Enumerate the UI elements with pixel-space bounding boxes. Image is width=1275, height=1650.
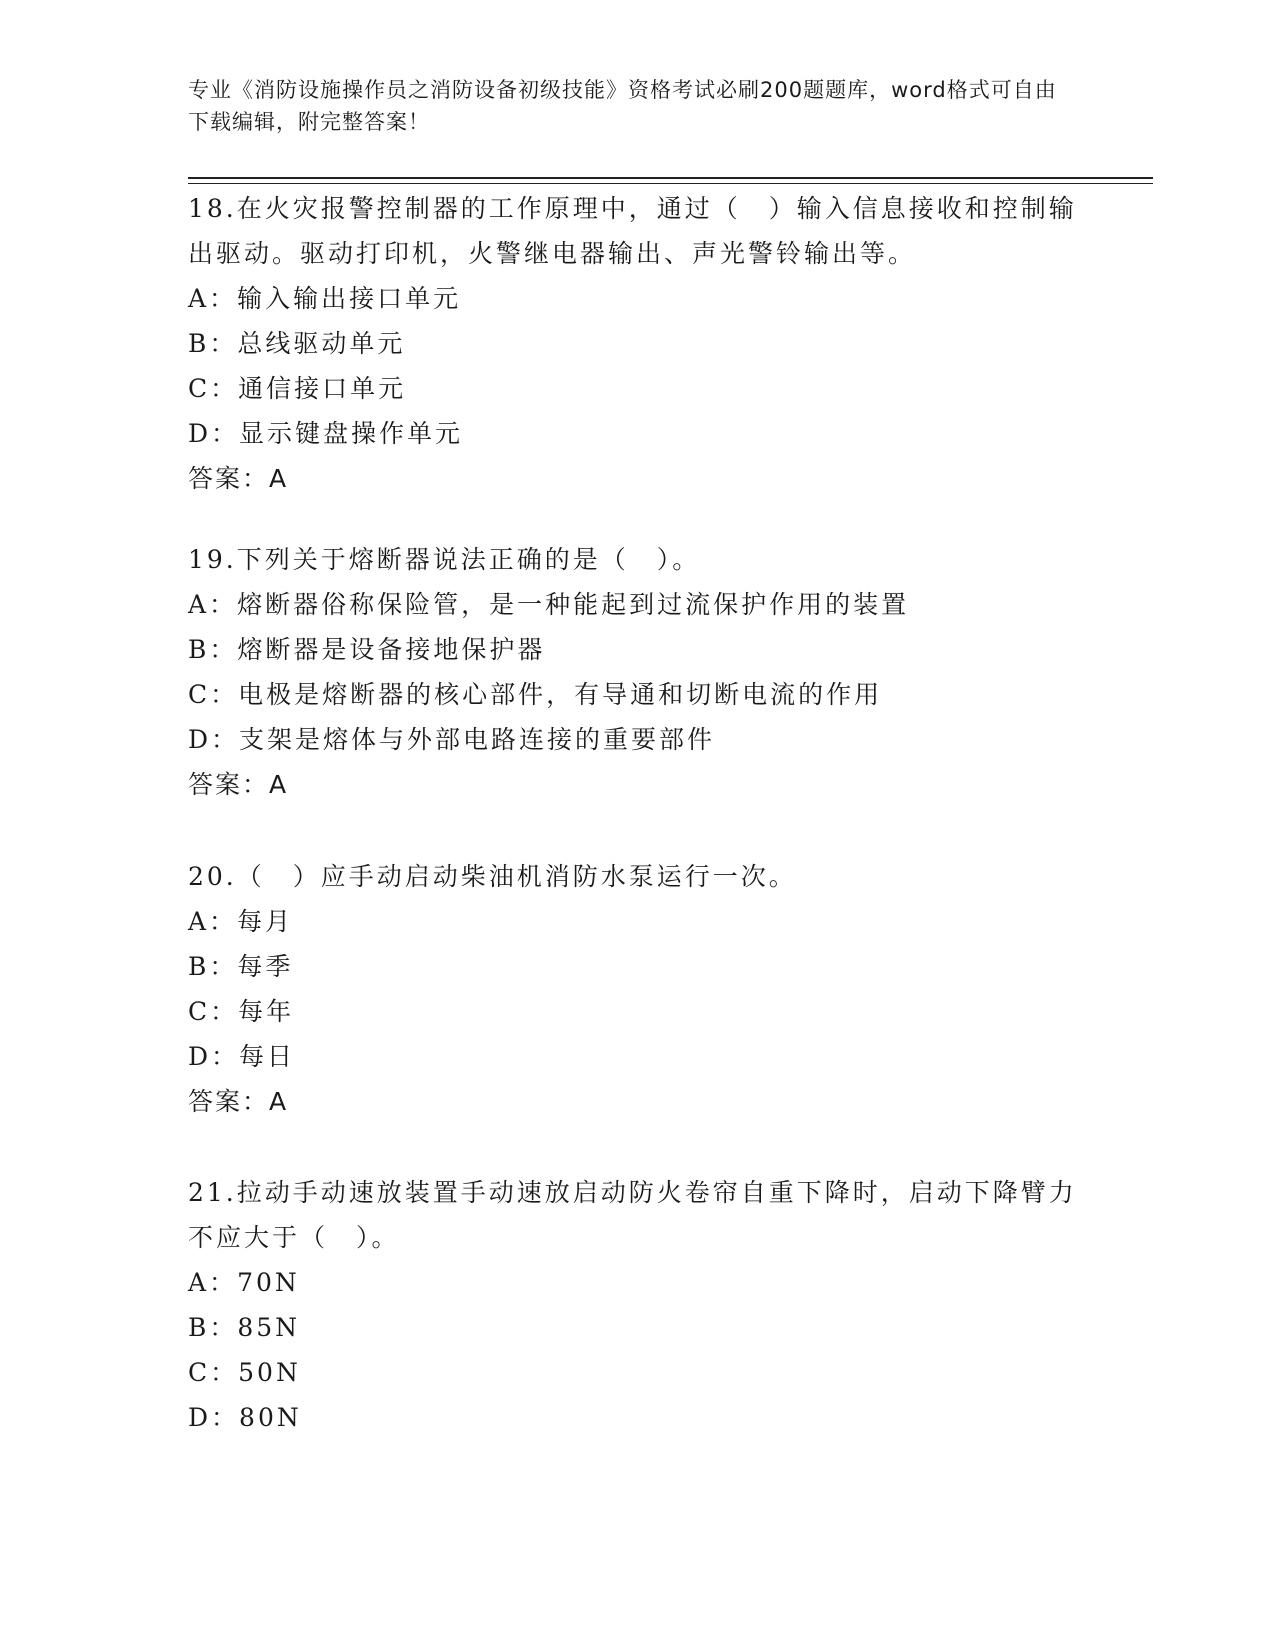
option-key: D： [188, 725, 240, 754]
option-text: 每月 [237, 907, 294, 936]
option-key: A： [188, 590, 238, 619]
option-d [188, 1395, 1088, 1440]
option-text: 70N [237, 1268, 300, 1297]
option-b [188, 1305, 1088, 1350]
option-text: 50N [238, 1358, 301, 1387]
option-a [188, 582, 1088, 627]
option-key: B： [188, 329, 238, 358]
option-key: A： [188, 907, 238, 936]
question-stem: 19.下列关于熔断器说法正确的是（ ）。 [188, 545, 701, 574]
option-text: 80N [239, 1403, 302, 1432]
question-20 [188, 854, 1088, 1124]
question-19 [188, 537, 1088, 807]
option-text: 总线驱动单元 [237, 329, 406, 358]
option-text: 支架是熔体与外部电路连接的重要部件 [239, 725, 716, 754]
option-b [188, 321, 1088, 366]
option-a [188, 276, 1088, 321]
option-d [188, 717, 1088, 762]
option-key: C： [188, 1358, 239, 1387]
option-key: C： [188, 374, 239, 403]
option-key: C： [188, 997, 239, 1026]
option-text: 熔断器是设备接地保护器 [237, 635, 546, 664]
option-text: 输入输出接口单元 [237, 284, 462, 313]
question-21 [188, 1170, 1088, 1440]
header-divider-thick [188, 177, 1153, 179]
option-key: D： [188, 419, 240, 448]
option-text: 电极是熔断器的核心部件，有导通和切断电流的作用 [238, 680, 883, 709]
option-text: 显示键盘操作单元 [239, 419, 464, 448]
option-text: 每日 [239, 1042, 296, 1071]
option-key: B： [188, 1313, 238, 1342]
option-key: D： [188, 1042, 240, 1071]
option-text: 85N [237, 1313, 301, 1342]
option-c [188, 1350, 1088, 1395]
option-key: A： [188, 284, 238, 313]
option-text: 熔断器俗称保险管，是一种能起到过流保护作用的装置 [237, 590, 910, 619]
question-18 [188, 186, 1088, 501]
question-stem: 18.在火灾报警控制器的工作原理中，通过（ ）输入信息接收和控制输出驱动。驱动打印机，火警继电器输出、声光警铃输出等。 [188, 194, 1077, 268]
answer-line: 答案：A [188, 1087, 289, 1116]
option-text: 通信接口单元 [238, 374, 407, 403]
option-d [188, 411, 1088, 456]
option-c [188, 366, 1088, 411]
document-header: 专业《消防设施操作员之消防设备初级技能》资格考试必刷200题题库，word格式可自由下载编辑，附完整答案！ [188, 78, 1057, 134]
question-stem: 21.拉动手动速放装置手动速放启动防火卷帘自重下降时，启动下降臂力不应大于（ ）。 [188, 1178, 1077, 1252]
answer-line: 答案：A [188, 464, 289, 493]
option-c [188, 672, 1088, 717]
option-text: 每季 [237, 952, 294, 981]
option-key: B： [188, 635, 238, 664]
option-key: B： [188, 952, 238, 981]
option-a [188, 899, 1088, 944]
question-stem: 20.（ ）应手动启动柴油机消防水泵运行一次。 [188, 862, 797, 891]
answer-line: 答案：A [188, 770, 289, 799]
option-a [188, 1260, 1088, 1305]
option-text: 每年 [238, 997, 295, 1026]
option-b [188, 627, 1088, 672]
option-key: A： [188, 1268, 238, 1297]
option-key: C： [188, 680, 239, 709]
option-c [188, 989, 1088, 1034]
header-divider-thin [188, 183, 1153, 184]
option-d [188, 1034, 1088, 1079]
option-key: D： [188, 1403, 240, 1432]
option-b [188, 944, 1088, 989]
